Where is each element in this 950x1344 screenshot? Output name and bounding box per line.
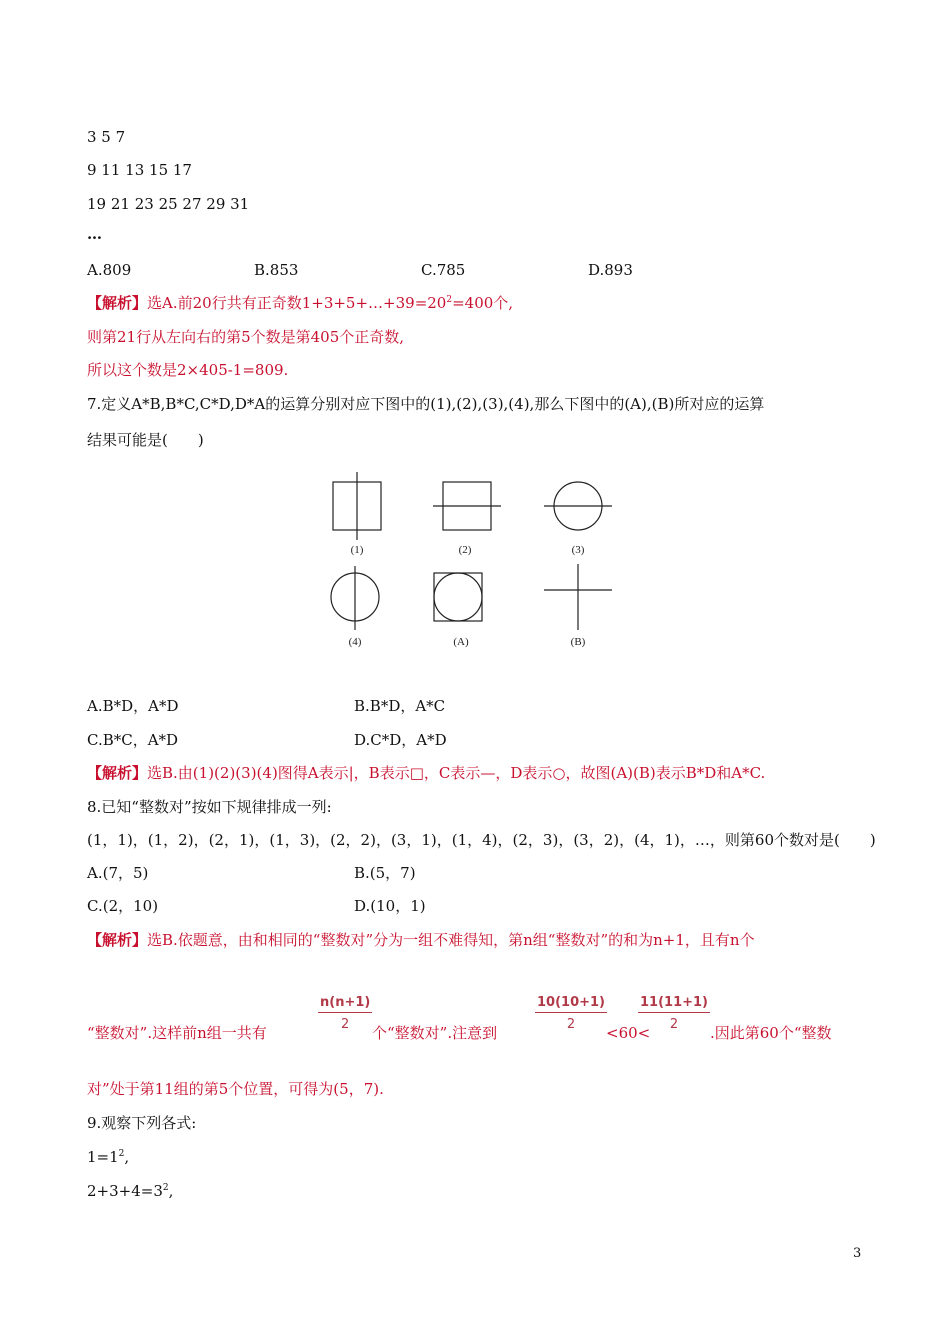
- q8-analysis-segment-d: .因此第60个“整数: [710, 1024, 832, 1042]
- q6-option-d: D.893: [588, 261, 633, 279]
- q7-option-d: D.C*D，A*D: [354, 731, 447, 749]
- figure-3-circle-horizontal-line: [544, 482, 612, 530]
- figure-label-3: (3): [571, 544, 585, 556]
- q8-analysis-line-1: 【解析】选B.依题意，由和相同的“整数对”分为一组不难得知，第n组“整数对”的和为n+1，且有n个: [87, 931, 755, 949]
- q6-analysis-line-1: 【解析】选A.前20行共有正奇数$1+3+5+\dots+39=20^2=400$个,: [87, 294, 514, 312]
- figure-label-2: (2): [458, 544, 472, 556]
- figure-a-square-circle: [434, 573, 482, 621]
- q8-analysis-line-3: 对”处于第11组的第5个位置，可得为(5，7).: [87, 1080, 384, 1098]
- figure-label-b: (B): [570, 636, 586, 648]
- q6-option-c: C.785: [421, 261, 466, 279]
- page-number: 3: [853, 1246, 862, 1261]
- operation-figure: [320, 460, 620, 660]
- ellipsis: …: [87, 225, 102, 243]
- fraction-11-over-2: $\frac{11(11+1)}{2}$: [640, 995, 709, 1032]
- figure-label-4: (4): [348, 636, 362, 648]
- analysis-tag: 【解析】: [87, 931, 148, 949]
- q6-analysis-line-3: 所以这个数是2×405-1=809.: [87, 361, 289, 379]
- q8-option-a: A.(7，5): [87, 864, 149, 882]
- q7-option-a: A.B*D，A*D: [87, 697, 179, 715]
- number-row-1: 3 5 7: [87, 128, 126, 146]
- figure-label-1: (1): [350, 544, 364, 556]
- q8-analysis-segment-a: “整数对”.这样前n组一共有: [87, 1024, 267, 1042]
- analysis-tag: 【解析】: [87, 294, 148, 312]
- q9-equation-2: $2+3+4=3^2$,: [87, 1182, 174, 1200]
- q6-analysis-line-2: 则第21行从左向右的第5个数是第405个正奇数,: [87, 328, 405, 346]
- figure-2-square-horizontal-line: [433, 482, 501, 530]
- q8-analysis-segment-c: <60<: [606, 1024, 651, 1042]
- q8-option-c: C.(2，10): [87, 897, 159, 915]
- q7-analysis: 【解析】选B.由(1)(2)(3)(4)图得A表示|，B表示□，C表示—，D表示○，故图(A)(B)表示B*D和A*C.: [87, 764, 766, 782]
- q8-stem-line-1: 8.已知“整数对”按如下规律排成一列:: [87, 798, 332, 816]
- q8-option-b: B.(5，7): [354, 864, 416, 882]
- fraction-n-n-plus-1-over-2: $\frac{n(n+1)}{2}$: [320, 995, 371, 1032]
- figure-1-square-vertical-line: [333, 472, 381, 540]
- analysis-tag: 【解析】: [87, 764, 148, 782]
- number-row-3: 19 21 23 25 27 29 31: [87, 195, 250, 213]
- q7-stem-line-2: 结果可能是( ): [87, 431, 204, 449]
- q8-stem-line-2: (1，1)，(1，2)，(2，1)，(1，3)，(2，2)，(3，1)，(1，4)，(2，3)，(3，2)，(4，1)，…，则第60个数对是( ): [87, 831, 876, 849]
- q6-option-a: A.809: [87, 261, 132, 279]
- figure-b-cross: [544, 564, 612, 630]
- q9-equation-1: $1=1^2$,: [87, 1148, 130, 1166]
- q6-option-b: B.853: [254, 261, 299, 279]
- figure-4-circle-vertical-line: [331, 566, 379, 630]
- fraction-10-over-2: $\frac{10(10+1)}{2}$: [537, 995, 606, 1032]
- figure-label-a: (A): [453, 636, 469, 648]
- q8-option-d: D.(10，1): [354, 897, 426, 915]
- q9-stem: 9.观察下列各式:: [87, 1114, 197, 1132]
- q8-analysis-segment-b: 个“整数对”.注意到: [372, 1024, 498, 1042]
- q7-stem-line-1: 7.定义A*B,B*C,C*D,D*A的运算分别对应下图中的(1),(2),(3),(4),那么下图中的(A),(B)所对应的运算: [87, 395, 765, 413]
- q7-option-b: B.B*D，A*C: [354, 697, 446, 715]
- q7-option-c: C.B*C，A*D: [87, 731, 179, 749]
- number-row-2: 9 11 13 15 17: [87, 161, 192, 179]
